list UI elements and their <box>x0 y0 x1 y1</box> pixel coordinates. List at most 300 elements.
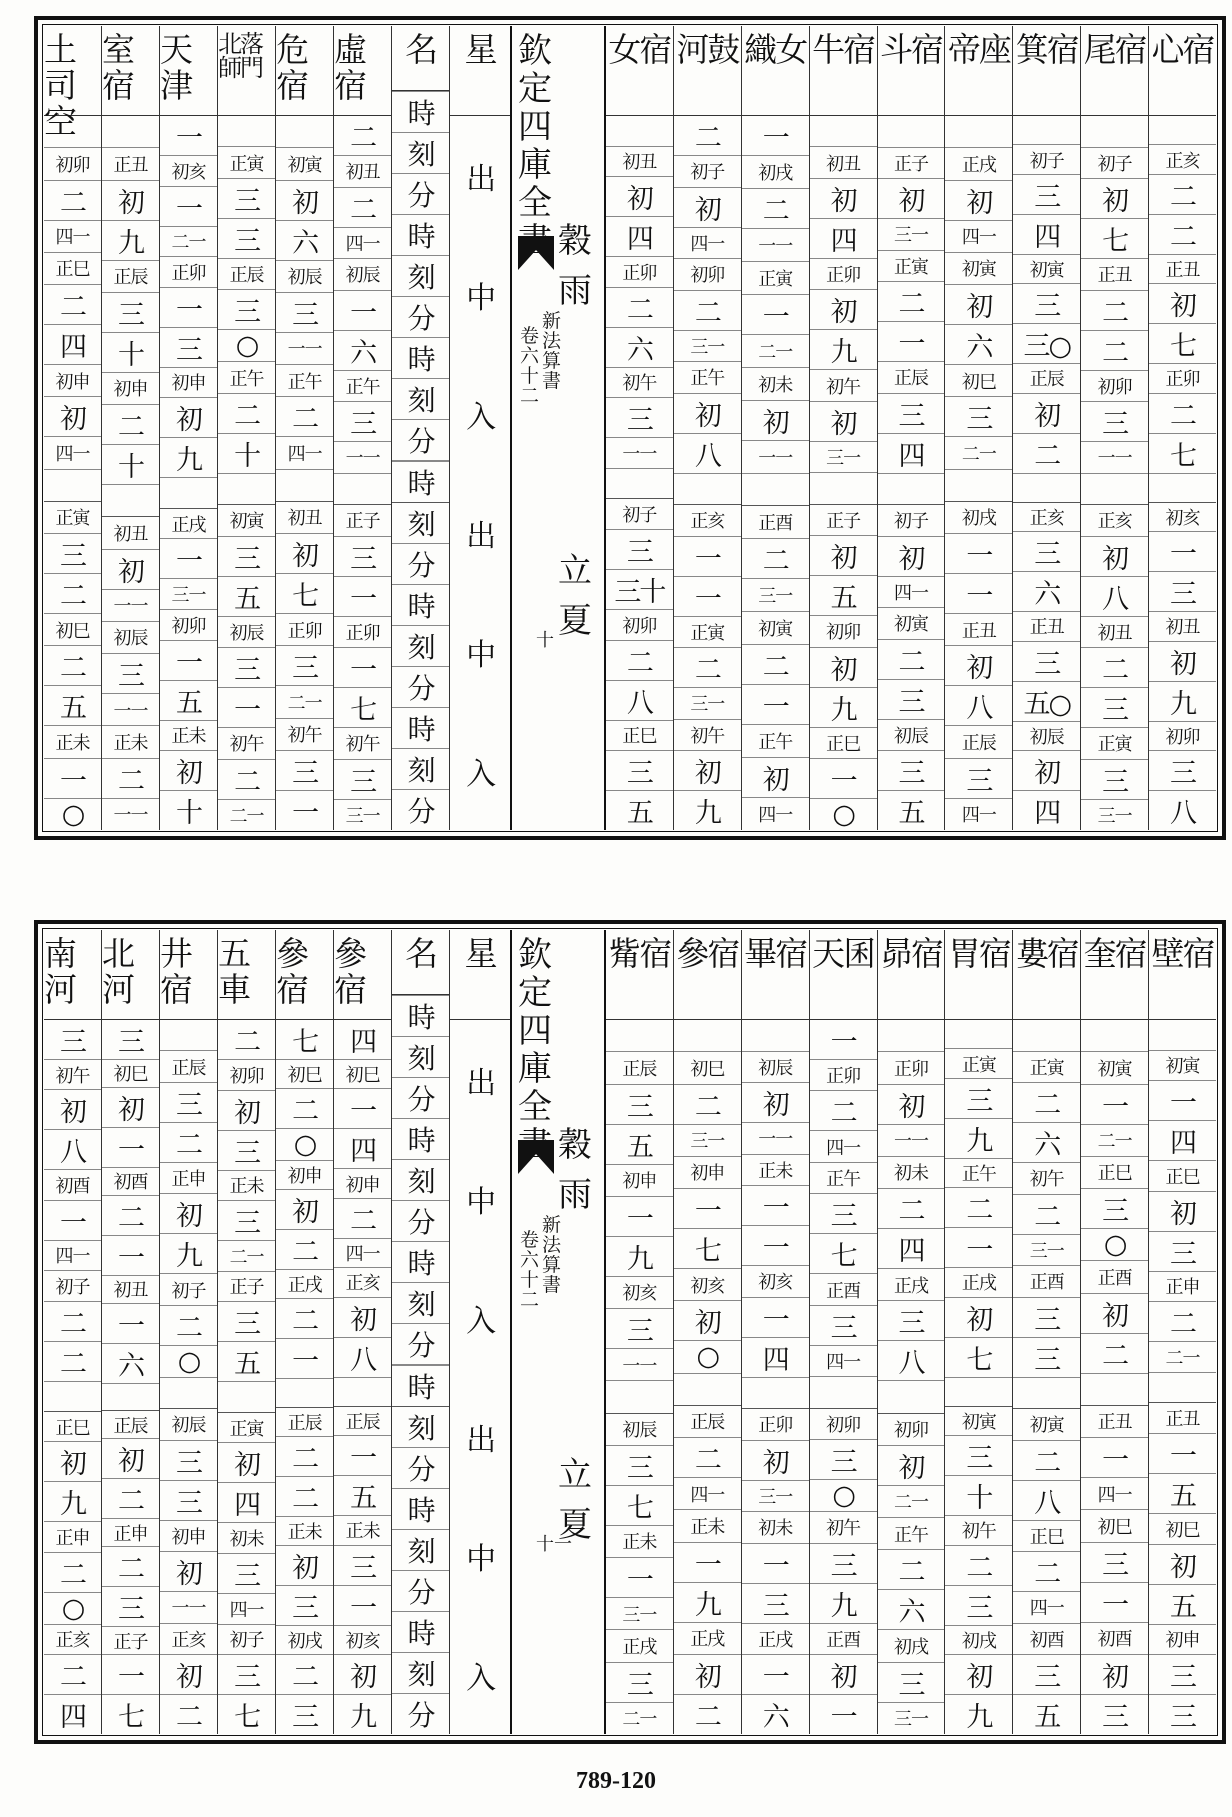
legend-cell: 刻 <box>392 1283 449 1324</box>
table-cell: 正未 <box>102 726 159 758</box>
star-label: 星 <box>450 930 510 1020</box>
table-cell: 正丑 <box>1149 1403 1216 1434</box>
table-cell: 七 <box>276 1020 333 1060</box>
table-cell: 二 <box>102 759 159 799</box>
table-cell <box>102 1384 159 1412</box>
table-cell: ○ <box>61 798 84 830</box>
star-column <box>217 930 275 1734</box>
table-cell: 初子 <box>878 505 945 537</box>
table-cell <box>945 116 1012 148</box>
table-cell: 三 <box>102 1587 159 1627</box>
table-cell: 初 <box>742 401 809 441</box>
table-cell: 一 <box>606 1197 673 1237</box>
star-values <box>276 116 333 830</box>
book-title-char: 欽 <box>518 31 552 71</box>
table-cell: 初申 <box>1149 1625 1216 1656</box>
table-cell <box>160 1378 217 1409</box>
table-cell: 四一 <box>810 1346 877 1377</box>
table-cell: 正未 <box>674 1510 741 1542</box>
legend-cell: 刻 <box>392 379 449 420</box>
table-cell: 二一 <box>945 437 1012 469</box>
table-cell: 正亥 <box>1081 505 1148 537</box>
legend-cells <box>392 91 449 830</box>
star-column <box>877 26 945 830</box>
table-cell: 初午 <box>1013 1163 1080 1195</box>
table-cell: 初巳 <box>1149 1514 1216 1545</box>
table-cell: 二 <box>742 539 809 579</box>
table-cell: 二 <box>44 181 101 221</box>
table-cell: 初 <box>674 1655 741 1695</box>
table-cell: 初子 <box>44 1271 101 1301</box>
legend-cell: 分 <box>392 1571 449 1612</box>
star-values <box>1013 116 1080 830</box>
table-cell: 初 <box>1013 394 1080 434</box>
table-cell: 二 <box>218 1020 275 1060</box>
star-name: 奎宿 <box>1081 930 1148 1020</box>
table-cell: 初卯 <box>218 1060 275 1091</box>
table-cell: 正巳 <box>44 1412 101 1442</box>
table-cell: 初子 <box>1081 148 1148 180</box>
table-cell: 正辰 <box>674 1406 741 1438</box>
table-cell: 初 <box>674 394 741 434</box>
table-cell <box>945 470 1012 502</box>
star-name: 參宿 <box>276 930 333 1020</box>
star-column <box>44 26 101 830</box>
table-cell: 三一 <box>345 805 380 827</box>
table-cell: 七 <box>1149 324 1216 364</box>
table-cell: 九 <box>945 1119 1012 1159</box>
table-cell: 初午 <box>945 1516 1012 1545</box>
legend-cell: 時 <box>392 215 449 256</box>
table-cell <box>674 474 741 506</box>
table-cell <box>878 474 945 506</box>
table-cell: 二 <box>276 1230 333 1270</box>
table-cell: 正卯 <box>878 1052 945 1084</box>
table-cell: 三 <box>606 1085 673 1125</box>
phase-label: 出 <box>466 1065 495 1101</box>
star-name: 畢宿 <box>742 930 809 1020</box>
table-cell: 初亥 <box>1149 503 1216 532</box>
table-cell: 一 <box>945 574 1012 614</box>
table-cell: 初寅 <box>1013 255 1080 284</box>
table-cell: 一 <box>102 1236 159 1276</box>
star-values <box>1013 1020 1080 1734</box>
star-column <box>809 930 877 1734</box>
sub-title-char: 書 <box>542 1274 562 1296</box>
book-title-char: 四 <box>518 107 552 147</box>
table-cell: 初 <box>742 1083 809 1123</box>
table-cell: 初巳 <box>1081 1510 1148 1542</box>
star-column <box>275 930 333 1734</box>
table-cell: ○ <box>832 798 854 830</box>
table-cell: 正亥 <box>1013 503 1080 532</box>
star-column <box>809 26 877 830</box>
book-title <box>512 32 558 260</box>
table-cell: 初 <box>1149 284 1216 324</box>
table-cell: 三 <box>218 648 275 688</box>
table-cell <box>1149 1020 1216 1051</box>
table-cell: 初卯 <box>44 148 101 180</box>
star-name: 觜宿 <box>606 930 673 1020</box>
star-values <box>606 1020 673 1734</box>
star-name: 北落師門 <box>218 26 275 116</box>
table-cell: 初 <box>945 1655 1012 1695</box>
table-cell: 一一 <box>276 333 333 365</box>
table-cell: 初申 <box>276 1161 333 1190</box>
table-cell: 一 <box>334 577 391 617</box>
table-cell: 四一 <box>334 1239 391 1268</box>
star-values <box>334 116 391 830</box>
table-cell: 一一 <box>742 441 809 474</box>
legend-cell: 時 <box>392 996 449 1037</box>
table-cell: 四一 <box>674 228 741 260</box>
table-cell: 六 <box>945 325 1012 365</box>
star-column <box>1080 930 1148 1734</box>
table-cell: 三 <box>1081 1543 1148 1583</box>
table-cell: 二 <box>878 282 945 322</box>
star-values <box>334 1020 391 1734</box>
table-cell: 初 <box>878 537 945 577</box>
table-cell: 三 <box>218 1302 275 1342</box>
star-values <box>102 116 159 830</box>
table-cell: 初寅 <box>1081 1052 1148 1084</box>
star-values <box>742 1020 809 1734</box>
table-cell: 初亥 <box>606 1277 673 1309</box>
table-cell: 初午 <box>44 1060 101 1090</box>
table-cell <box>334 474 391 506</box>
table-cell: 初 <box>276 534 333 574</box>
table-cell: 初 <box>674 751 741 791</box>
table-cell: 一 <box>742 1544 809 1584</box>
table-cell: 初酉 <box>102 1168 159 1196</box>
table-cell: 初寅 <box>218 505 275 536</box>
star-column <box>944 930 1012 1734</box>
star-name: 天津 <box>160 26 217 116</box>
star-column <box>333 930 391 1734</box>
table-cell: 十 <box>218 434 275 474</box>
star-values <box>1149 116 1216 830</box>
table-cell: 正戌 <box>742 1624 809 1656</box>
table-cell: 正亥 <box>334 1268 391 1297</box>
legend-cell: 時 <box>392 462 449 503</box>
table-cell: 初巳 <box>102 1060 159 1088</box>
star-values <box>878 116 945 830</box>
table-cell: 三 <box>606 1663 673 1703</box>
table-cell: 初 <box>945 646 1012 686</box>
table-cell: 五 <box>334 1476 391 1516</box>
legend-cell: 時 <box>392 92 449 133</box>
legend-cell: 時 <box>392 1489 449 1530</box>
table-cell: 正卯 <box>742 1409 809 1441</box>
table-cell: 三 <box>160 328 217 368</box>
table-cell: 初 <box>810 1655 877 1695</box>
table-cell: 三 <box>810 1544 877 1584</box>
table-cell <box>102 116 159 148</box>
phase-label: 入 <box>466 756 495 792</box>
table-cell: 初午 <box>276 719 333 751</box>
table-cell: 一 <box>1081 1438 1148 1478</box>
legend-cell: 時 <box>392 1366 449 1407</box>
star-values <box>218 1020 275 1734</box>
phase-label: 出 <box>466 161 495 197</box>
sub-title-char: 算 <box>542 1254 562 1276</box>
table-cell: 初亥 <box>334 1626 391 1655</box>
table-cell: 正辰 <box>218 259 275 290</box>
table-cell: 初亥 <box>674 1269 741 1301</box>
table-cell: 初 <box>102 1088 159 1128</box>
table-cell: 初巳 <box>945 365 1012 397</box>
table-cell: 二 <box>742 645 809 685</box>
table-cell: 正未 <box>742 1155 809 1187</box>
table-cell <box>674 1374 741 1406</box>
star-values <box>218 116 275 830</box>
table-cell <box>810 116 877 147</box>
table-cell: 正卯 <box>276 614 333 646</box>
star-column <box>159 930 217 1734</box>
table-cell: 正寅 <box>1013 1052 1080 1084</box>
phase-label: 入 <box>466 1660 495 1696</box>
table-cell: 初丑 <box>810 147 877 178</box>
table-cell: 八 <box>878 1341 945 1381</box>
table-cell: 三 <box>1013 175 1080 215</box>
table-cell: 初卯 <box>810 1409 877 1440</box>
table-cell: 二 <box>276 1477 333 1517</box>
table-cell <box>606 469 673 500</box>
table-cell: 初辰 <box>276 261 333 293</box>
table-cell: ○ <box>44 1593 101 1625</box>
legend-cell: 分 <box>392 544 449 585</box>
name-label: 名 <box>392 26 449 91</box>
table-cell: 八 <box>334 1338 391 1378</box>
table-cell: 三 <box>810 1440 877 1480</box>
table-cell: 正辰 <box>102 261 159 293</box>
table-cell: 初戌 <box>276 1626 333 1655</box>
table-cell: 二 <box>176 1701 202 1733</box>
table-cell: 二一 <box>622 1709 657 1731</box>
star-column <box>673 26 741 830</box>
table-cell: 三 <box>1013 642 1080 682</box>
star-name: 南河 <box>44 930 101 1020</box>
table-cell: 正子 <box>102 1627 159 1655</box>
table-cell: 正亥 <box>674 505 741 537</box>
table-cell: 二 <box>334 1199 391 1239</box>
star-column <box>944 26 1012 830</box>
table-cell: 二 <box>1013 1195 1080 1235</box>
table-cell: 正巳 <box>44 253 101 285</box>
table-cell: 三一 <box>878 219 945 251</box>
star-name: 土司空 <box>44 26 101 116</box>
table-cell: 三 <box>44 1020 101 1060</box>
table-cell: 四一 <box>674 1478 741 1510</box>
table-cell: 初丑 <box>1149 612 1216 641</box>
table-cell: 三 <box>1149 751 1216 791</box>
table-cell: 初戌 <box>878 1630 945 1662</box>
table-cell: 一 <box>102 1655 159 1695</box>
table-cell: 二 <box>1149 175 1216 215</box>
table-cell: 三 <box>1013 1298 1080 1338</box>
book-title-char: 定 <box>518 69 552 109</box>
table-cell: 一 <box>742 1298 809 1338</box>
volume-char: 十 <box>520 365 540 387</box>
table-cell: 二 <box>44 574 101 614</box>
table-cell: 正亥 <box>44 1625 101 1655</box>
table-cell: 七 <box>118 1702 144 1734</box>
table-cell: 初戌 <box>945 1626 1012 1655</box>
table-cell: 初 <box>218 1091 275 1131</box>
table-cell: 初午 <box>218 728 275 759</box>
table-cell: 三 <box>218 1554 275 1594</box>
star-values <box>160 1020 217 1734</box>
term-char: 立 <box>558 551 592 591</box>
volume-label <box>520 326 539 406</box>
right-columns <box>606 930 1216 1734</box>
table-cell <box>218 1382 275 1413</box>
table-cell: 二 <box>606 641 673 681</box>
book-title-char: 全 <box>518 183 552 223</box>
table-cell: 四 <box>218 1483 275 1523</box>
star-column <box>606 26 673 830</box>
table-cell: 初 <box>1081 1294 1148 1334</box>
table-cell: 一 <box>44 759 101 799</box>
table-cell: 三一 <box>1097 805 1132 827</box>
table-cell: 三 <box>102 293 159 333</box>
table-cell: 初 <box>945 181 1012 221</box>
table-cell: 五 <box>606 1125 673 1165</box>
table-cell: 正戌 <box>606 1630 673 1662</box>
phase-label: 出 <box>466 518 495 554</box>
table-cell: 初子 <box>606 499 673 530</box>
table-cell: 三 <box>102 1020 159 1060</box>
book-title <box>512 936 558 1164</box>
fishtail-mark-icon <box>518 1140 554 1174</box>
table-cell: 初戌 <box>945 502 1012 534</box>
table-cell: 正辰 <box>606 1052 673 1084</box>
table-cell: 三 <box>1102 1701 1128 1733</box>
legend-cell: 時 <box>392 1242 449 1283</box>
table-cell: 三 <box>878 680 945 720</box>
table-cell: 三 <box>276 646 333 686</box>
table-cell: 一 <box>674 577 741 617</box>
fishtail-mark-icon <box>518 236 554 270</box>
table-cell <box>160 478 217 509</box>
right-table <box>606 930 1216 1734</box>
table-cell <box>276 1379 333 1408</box>
table-cell: 三 <box>334 537 391 577</box>
table-cell: 一一 <box>160 1592 217 1623</box>
table-cell: 初 <box>810 536 877 576</box>
table-cell: 三一 <box>893 1709 928 1731</box>
table-cell: 初 <box>334 1298 391 1338</box>
table-cell: 三 <box>1081 1189 1148 1229</box>
table-cell: 三 <box>606 1309 673 1349</box>
table-cell: 一 <box>830 1701 856 1733</box>
star-column <box>606 930 673 1734</box>
star-column <box>333 26 391 830</box>
table-cell: 正酉 <box>1013 1266 1080 1298</box>
legend-cell: 分 <box>392 1078 449 1119</box>
left-table <box>44 26 510 830</box>
table-cell: 正戌 <box>878 1269 945 1301</box>
legend-cell: 分 <box>407 795 434 828</box>
table-cell: 二 <box>218 760 275 800</box>
phase-label: 入 <box>466 1303 495 1339</box>
table-cell: 四 <box>878 434 945 474</box>
table-cell: 四 <box>878 1229 945 1269</box>
table-cell: 三 <box>606 751 673 791</box>
table-cell: 四一 <box>945 221 1012 253</box>
table-cell: 一一 <box>113 805 148 827</box>
table-cell: 初 <box>1081 179 1148 219</box>
legend-cell: 刻 <box>392 626 449 667</box>
solar-term-upper <box>558 216 592 316</box>
left-columns <box>44 930 510 1734</box>
table-cell: 正戌 <box>674 1623 741 1655</box>
table-cell: 二一 <box>160 227 217 258</box>
table-cell: 三一 <box>674 688 741 720</box>
table-cell: 三一 <box>810 442 877 473</box>
right-table <box>606 26 1216 830</box>
table-cell: 六 <box>334 331 391 371</box>
table-cell: 三 <box>276 293 333 333</box>
table-cell: 三一 <box>674 1125 741 1157</box>
table-cell: 二 <box>1149 1302 1216 1342</box>
table-cell: 三 <box>945 397 1012 437</box>
table-cell: 正寅 <box>878 251 945 283</box>
table-cell: 初 <box>44 1442 101 1482</box>
legend-column <box>391 930 449 1734</box>
phase-label: 入 <box>466 399 495 435</box>
table-cell <box>878 1381 945 1413</box>
table-cell: 九 <box>966 1702 992 1733</box>
table-cell: 三 <box>102 654 159 694</box>
table-cell: 正卯 <box>1149 364 1216 393</box>
table-cell: 五 <box>810 576 877 616</box>
table-cell: 二一 <box>878 1486 945 1518</box>
table-cell: 正未 <box>334 1516 391 1545</box>
table-cell: 四一 <box>276 437 333 469</box>
table-cell: 二一 <box>1149 1342 1216 1373</box>
table-cell: 三 <box>878 394 945 434</box>
sub-title-char: 書 <box>542 370 562 392</box>
legend-cell: 刻 <box>392 1160 449 1201</box>
phase-labels <box>450 1020 510 1734</box>
legend-cell: 刻 <box>392 503 449 544</box>
table-cell: 十 <box>102 445 159 485</box>
table-cell: 七 <box>945 1338 1012 1378</box>
right-columns <box>606 26 1216 830</box>
table-cell: 正午 <box>276 365 333 397</box>
table-cell: 初 <box>878 1446 945 1486</box>
table-cell: 二 <box>44 1553 101 1593</box>
book-title-char: 庫 <box>518 145 552 185</box>
star-values <box>674 116 741 830</box>
solar-term-lower <box>558 546 592 646</box>
table-cell: 初丑 <box>606 147 673 178</box>
star-values <box>1081 116 1148 830</box>
table-cell: 初寅 <box>878 608 945 640</box>
table-cell: 八 <box>1081 577 1148 617</box>
table-cell: 五 <box>1034 1702 1060 1733</box>
star-name: 婁宿 <box>1013 930 1080 1020</box>
star-column <box>741 26 809 830</box>
table-cell: 正巳 <box>1149 1161 1216 1192</box>
table-cell: 正丑 <box>102 148 159 180</box>
star-column <box>1012 930 1080 1734</box>
table-cell: 初寅 <box>742 612 809 645</box>
table-cell: 正巳 <box>1081 1157 1148 1189</box>
table-cell: 二 <box>44 646 101 686</box>
table-cell: 四一 <box>1081 1478 1148 1510</box>
